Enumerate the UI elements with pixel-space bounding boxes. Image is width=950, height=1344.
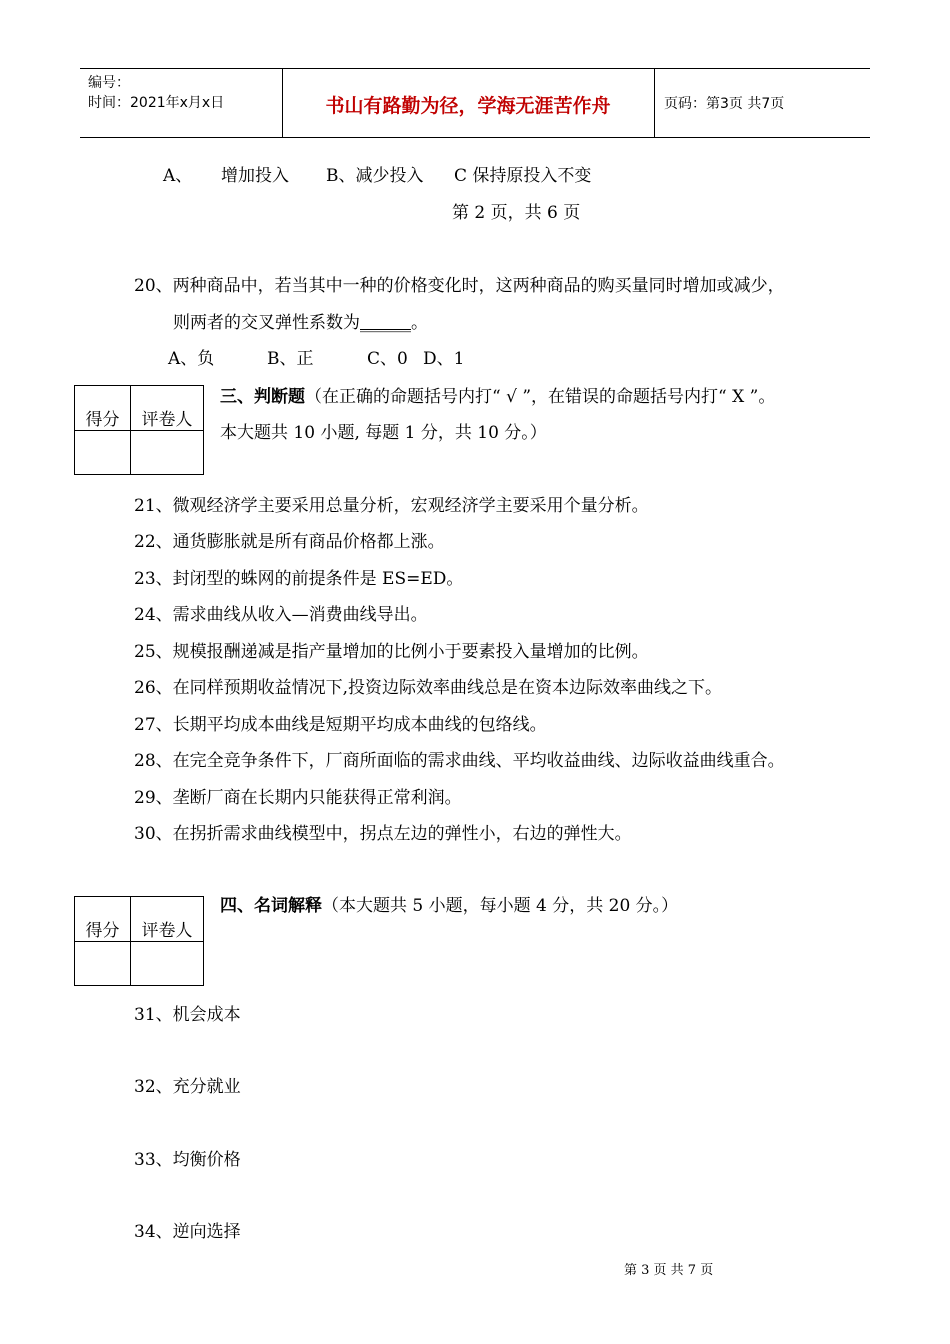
q20-blank: ______ [360, 313, 411, 333]
section3-header [220, 382, 775, 407]
section4-header [220, 891, 678, 916]
q20-line1: 20、两种商品中，若当其中一种的价格变化时，这两种商品的购买量同时增加或减少， [134, 276, 785, 296]
judgement-item: 22、通货膨胀就是所有商品价格都上涨。 [134, 532, 445, 552]
judgement-item: 26、在同样预期收益情况下,投资边际效率曲线总是在资本边际效率曲线之下。 [134, 678, 723, 698]
inner-page-label: 第 2 页，共 6 页 [452, 203, 581, 223]
q20-line2-prefix: 则两者的交叉弹性系数为 [173, 313, 360, 333]
term-item: 32、充分就业 [134, 1077, 241, 1097]
reviewer-label: 评卷人 [141, 921, 193, 941]
q20-option-d: D、1 [423, 349, 465, 369]
score-box-divider [75, 941, 203, 942]
judgement-item: 29、垄断厂商在长期内只能获得正常利润。 [134, 788, 462, 808]
number-label: 编号： [88, 75, 130, 91]
page-footer: 第 3 页 共 7 页 [624, 1263, 714, 1278]
judgement-item: 24、需求曲线从收入—消费曲线导出。 [134, 605, 428, 625]
section4-desc: （本大题共 5 小题，每小题 4 分，共 20 分。） [322, 896, 679, 916]
score-box [74, 385, 204, 475]
time-label: 时间：2021年x月x日 [88, 95, 225, 111]
section3-desc2: 本大题共 10 小题, 每题 1 分，共 10 分。） [220, 423, 547, 443]
judgement-item: 27、长期平均成本曲线是短期平均成本曲线的包络线。 [134, 715, 547, 735]
header-page-code: 页码：第3页 共7页 [664, 96, 785, 112]
judgement-item: 28、在完全竞争条件下，厂商所面临的需求曲线、平均收益曲线、边际收益曲线重合。 [134, 751, 785, 771]
score-box-divider [130, 386, 131, 474]
term-item: 34、逆向选择 [134, 1222, 241, 1242]
term-item: 33、均衡价格 [134, 1150, 241, 1170]
q19-option-c: C 保持原投入不变 [454, 166, 592, 186]
judgement-item: 25、规模报酬递减是指产量增加的比例小于要素投入量增加的比例。 [134, 642, 649, 662]
q20-option-c: C、0 [367, 349, 408, 369]
score-box-divider [75, 430, 203, 431]
score-box [74, 896, 204, 986]
q19-option-a-text: 增加投入 [221, 166, 289, 186]
reviewer-label: 评卷人 [141, 410, 193, 430]
header-meta [88, 73, 224, 113]
header-divider [654, 69, 655, 137]
judgement-item: 30、在拐折需求曲线模型中，拐点左边的弹性小，右边的弹性大。 [134, 824, 632, 844]
term-item: 31、机会成本 [134, 1005, 241, 1025]
q19-option-a: A、 [163, 166, 193, 186]
q20-line2 [173, 308, 428, 333]
score-label: 得分 [85, 921, 120, 941]
header-motto: 书山有路勤为径，学海无涯苦作舟 [325, 95, 611, 117]
page-header [80, 68, 870, 138]
section3-desc1: （在正确的命题括号内打“ √ ”，在错误的命题括号内打“ X ”。 [305, 387, 776, 407]
judgement-item: 23、封闭型的蛛网的前提条件是 ES=ED。 [134, 569, 464, 589]
q20-option-b: B、正 [267, 349, 314, 369]
section3-title: 三、判断题 [220, 387, 305, 407]
q19-option-b: B、减少投入 [326, 166, 424, 186]
score-box-divider [130, 897, 131, 985]
judgement-item: 21、微观经济学主要采用总量分析，宏观经济学主要采用个量分析。 [134, 496, 649, 516]
q20-option-a: A、负 [168, 349, 215, 369]
q20-line2-suffix: 。 [411, 313, 428, 333]
score-label: 得分 [85, 410, 120, 430]
section4-title: 四、名词解释 [220, 896, 322, 916]
